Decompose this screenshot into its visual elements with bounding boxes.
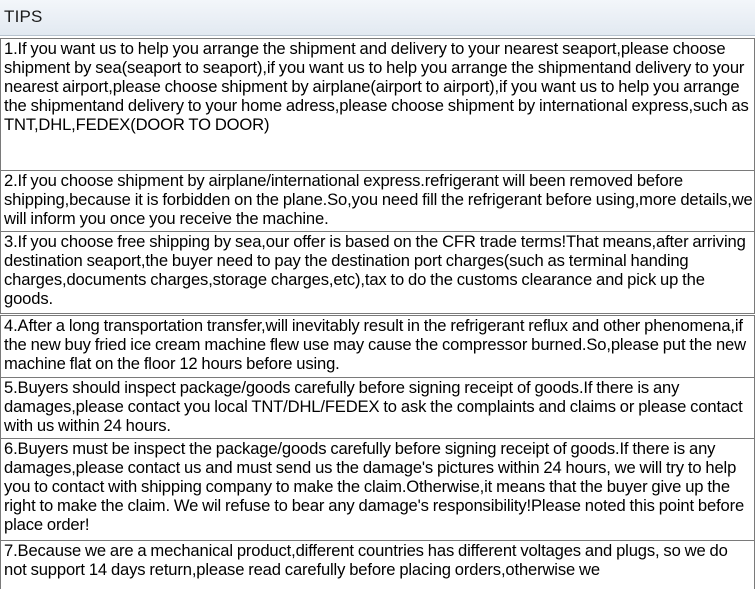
- tip-text: 3.If you choose free shipping by sea,our offer is based on the CFR trade terms!That means,after arriving destination seaport,the buyer need to pay the destination port charges(such as terminal handing charges,documents charges,storage charges,etc),tax to do the customs clearance and pick up the goods.: [4, 232, 746, 308]
- tip-text: 4.After a long transportation transfer,will inevitably result in the refrigerant reflux and other phenomena,if the new buy fried ice cream machine flew use may cause the compressor burned.So,please put the new machine flat on the floor 12 hours before using.: [4, 316, 746, 373]
- tip-cell-2: [1, 171, 755, 232]
- tip-cell-7: [1, 541, 755, 589]
- tip-text: 5.Buyers should inspect package/goods carefully before signing receipt of goods.If there is any damages,please contact you local TNT/DHL/FEDEX to ask the complaints and claims or please contact with us within 24 hours.: [4, 378, 743, 435]
- table-row: [1, 171, 755, 232]
- header-title: TIPS: [4, 7, 43, 26]
- table-row: [1, 232, 755, 315]
- tip-cell-1: [1, 39, 755, 171]
- tips-header: [0, 0, 755, 36]
- tip-text: 2.If you choose shipment by airplane/international express.refrigerant will been removed before shipping,because it is forbidden on the plane.So,you need fill the refrigerant before using,more details,we will inform you once you receive the machine.: [4, 171, 753, 228]
- table-row: [1, 439, 755, 541]
- tip-cell-4: [1, 315, 755, 378]
- table-row: [1, 315, 755, 378]
- table-row: [1, 378, 755, 439]
- tips-table: [0, 38, 755, 589]
- tip-text: 1.If you want us to help you arrange the shipment and delivery to your nearest seaport,please choose shipment by sea(seaport to seaport),if you want us to help you arrange the shipmentand delivery to your nearest airport,please choose shipment by airplane(airport to airport),if you want us to help you arrange the shipmentand delivery to your home adress,please choose shipment by international express,such as TNT,DHL,FEDEX(DOOR TO DOOR): [4, 39, 749, 134]
- tip-cell-3: [1, 232, 755, 315]
- tip-cell-5: [1, 378, 755, 439]
- table-row: [1, 541, 755, 589]
- tip-text: 7.Because we are a mechanical product,different countries has different voltages and plugs, so we do not support 14 days return,please read carefully before placing orders,otherwise we: [4, 541, 728, 579]
- tip-cell-6: [1, 439, 755, 541]
- table-row: [1, 39, 755, 171]
- tip-text: 6.Buyers must be inspect the package/goods carefully before signing receipt of goods.If there is any damages,please contact us and must send us the damage's pictures within 24 hours, we will try to help you to contact with shipping company to make the claim.Otherwise,it means that the buyer give up the right to make the claim. We wil refuse to bear any damage's responsibility!Please noted this point before place order!: [4, 439, 745, 534]
